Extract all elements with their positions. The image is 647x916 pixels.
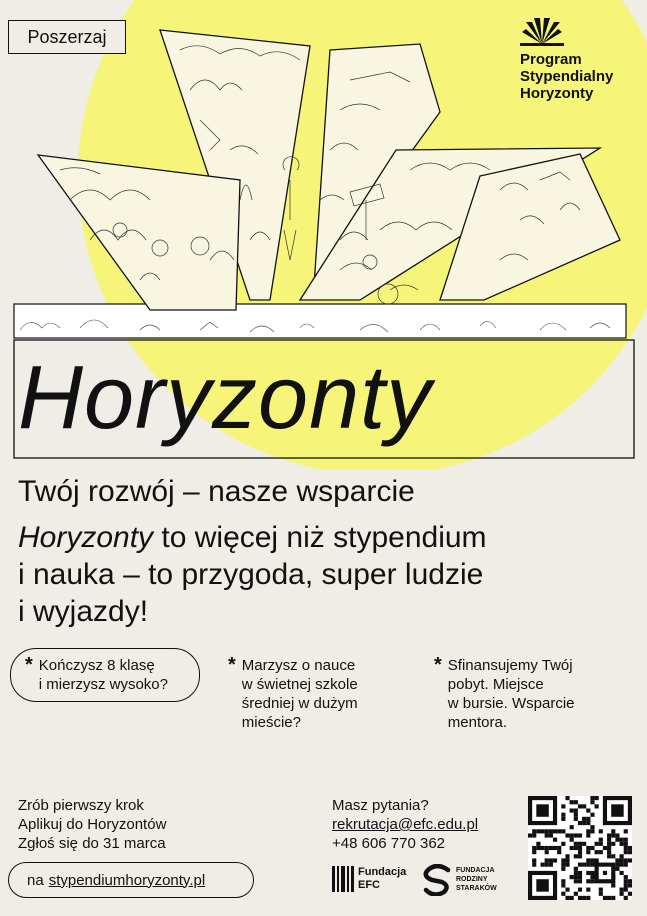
lead-paragraph — [18, 519, 638, 630]
s-logo-icon — [422, 864, 452, 896]
contact-phone[interactable]: +48 606 770 362 — [332, 835, 446, 852]
feature-3-line-1: Sfinansujemy Twój — [447, 657, 573, 674]
feature-3-line-4: mentora. — [447, 714, 507, 731]
brand-line-1: Program — [520, 51, 582, 68]
contact-email-link[interactable]: rekrutacja@efc.edu.pl — [332, 816, 479, 833]
starakow-line-2: RODZINY — [456, 876, 488, 883]
feature-1-line-1: Kończysz 8 klasę — [38, 657, 155, 674]
feature-3-line-2: pobyt. Miejsce — [447, 676, 544, 693]
brand — [520, 16, 640, 102]
feature-1-line-2: i mierzysz wysoko? — [38, 676, 168, 693]
brand-line-2: Stypendialny — [520, 68, 614, 85]
lead-line-2: i nauka – to przygoda, super ludzie — [18, 558, 484, 591]
brand-line-3: Horyzonty — [520, 85, 594, 102]
website-link[interactable]: stypendiumhoryzonty.pl — [48, 871, 206, 889]
starakow-line-3: STARAKÓW — [456, 885, 497, 892]
feature-1 — [10, 648, 200, 702]
feature-2-line-3: średniej w dużym — [241, 695, 358, 712]
feature-2-line-1: Marzysz o nauce — [241, 657, 356, 674]
feature-3 — [434, 656, 614, 732]
asterisk-icon: * — [25, 654, 33, 676]
efc-line-1: Fundacja — [358, 866, 407, 878]
lead-rest: to więcej niż stypendium — [153, 521, 487, 554]
contact-question: Masz pytania? — [332, 797, 429, 814]
partner-logos — [332, 862, 522, 898]
cta-line-1: Zrób pierwszy krok — [18, 797, 144, 814]
efc-logo-icon — [332, 866, 354, 892]
cta-block — [18, 796, 166, 853]
starakow-line-1: FUNDACJA — [456, 867, 495, 874]
feature-2 — [228, 656, 398, 732]
feature-3-line-3: w bursie. Wsparcie — [447, 695, 575, 712]
leaf-burst-logo-icon — [520, 16, 564, 46]
efc-line-2: EFC — [358, 879, 380, 891]
lead-line-3: i wyjazdy! — [18, 595, 149, 628]
cta-line-2: Aplikuj do Horyzontów — [18, 816, 167, 833]
poszerzaj-tag: Poszerzaj — [8, 20, 126, 54]
page-title: Horyzonty — [18, 348, 433, 448]
efc-logo-text — [358, 866, 406, 892]
starakow-logo-text — [456, 866, 497, 893]
website-link-button[interactable] — [8, 862, 254, 898]
contact-block — [332, 796, 478, 853]
cta-line-3: Zgłoś się do 31 marca — [18, 835, 166, 852]
tagline: Twój rozwój – nasze wsparcie — [18, 475, 415, 508]
qr-code-icon[interactable] — [528, 796, 632, 900]
feature-2-line-2: w świetnej szkole — [241, 676, 358, 693]
lead-em: Horyzonty — [18, 521, 154, 554]
asterisk-icon: * — [434, 654, 442, 676]
feature-2-line-4: mieście? — [241, 714, 301, 731]
asterisk-icon: * — [228, 654, 236, 676]
link-prefix: na — [27, 871, 44, 889]
